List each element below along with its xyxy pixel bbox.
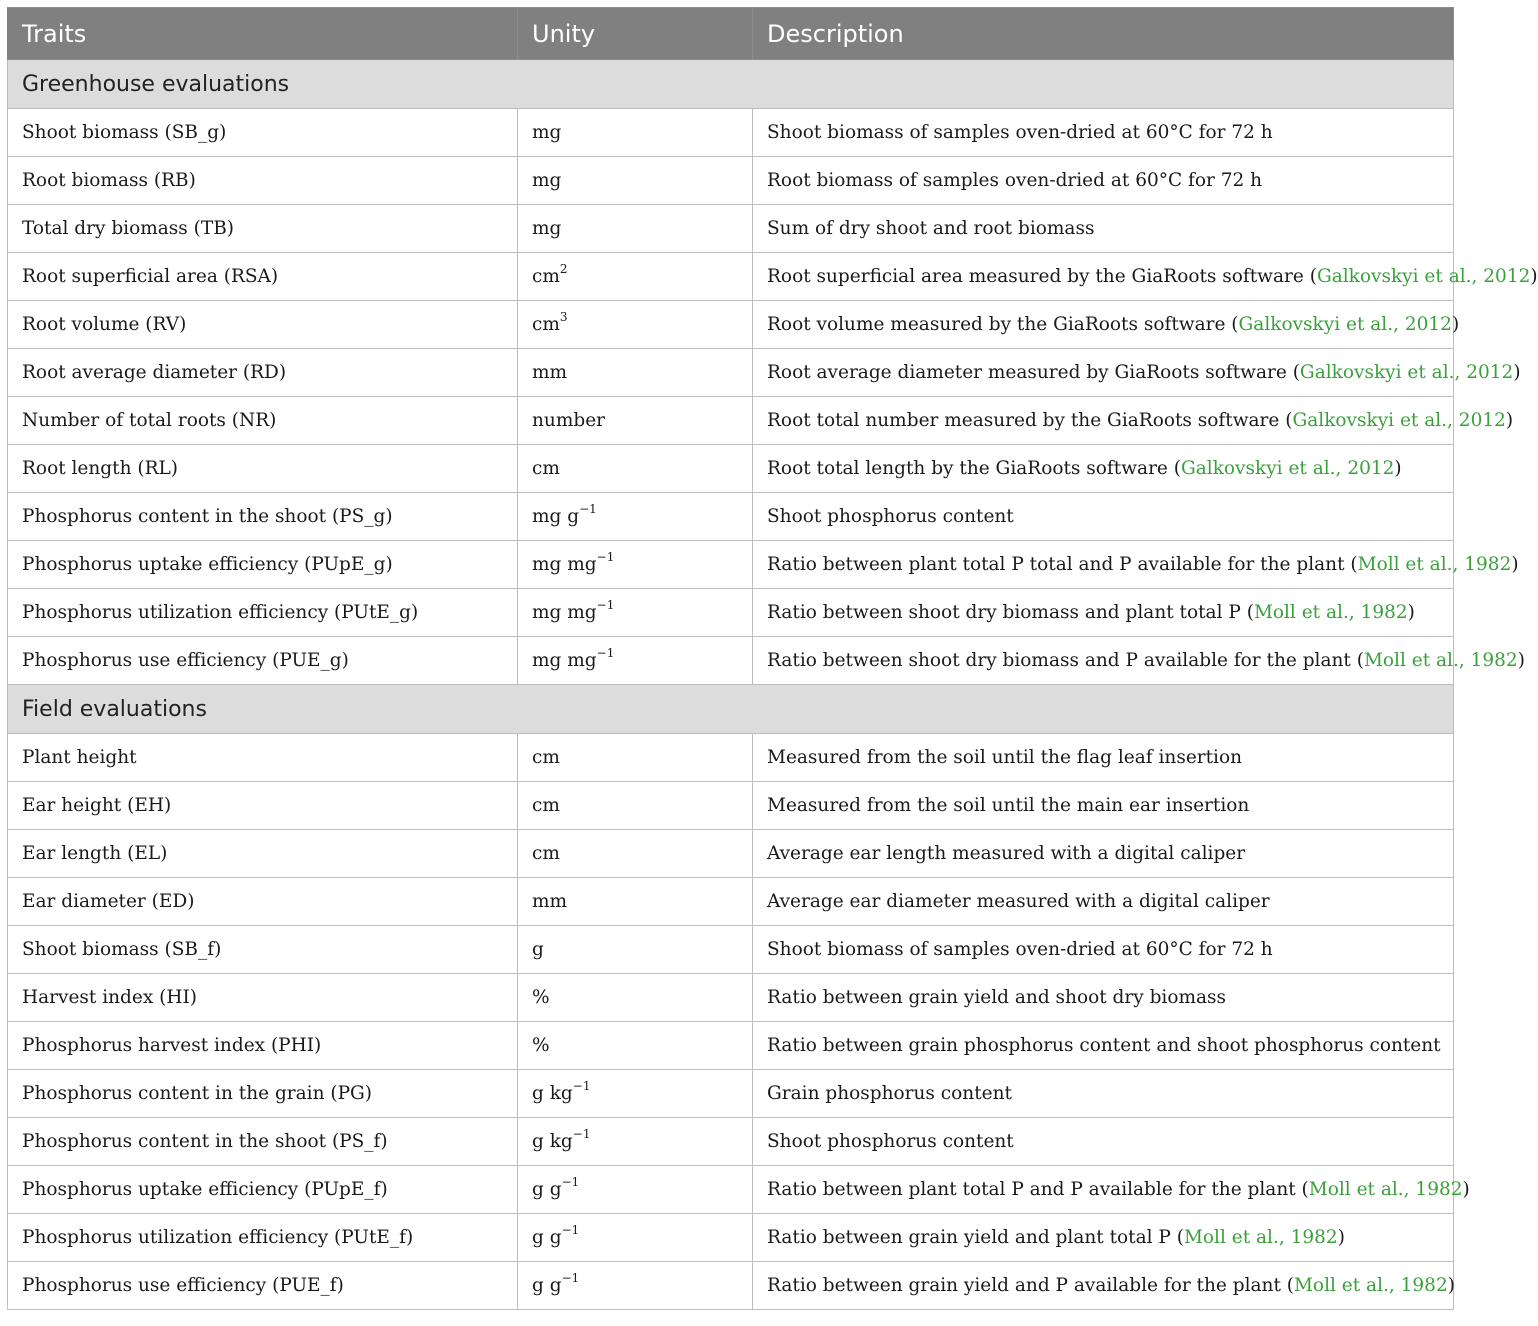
trait-cell: Ear diameter (ED) xyxy=(8,878,518,926)
description-cell: Ratio between shoot dry biomass and P available for the plant (Moll et al., 1982) xyxy=(753,637,1454,685)
traits-table xyxy=(7,7,1538,1310)
unit-exponent: 2 xyxy=(559,261,568,276)
description-cell: Root average diameter measured by GiaRoots software (Galkovskyi et al., 2012) xyxy=(753,349,1454,397)
unit-cell xyxy=(518,734,753,782)
trait-cell: Phosphorus utilization efficiency (PUtE_g) xyxy=(8,589,518,637)
unit-cell xyxy=(518,830,753,878)
unit-text: mg g xyxy=(532,506,580,527)
unit-text: mg mg xyxy=(532,554,597,575)
trait-cell: Total dry biomass (TB) xyxy=(8,205,518,253)
header-row xyxy=(8,8,1454,60)
unit-cell xyxy=(518,974,753,1022)
unit-cell xyxy=(518,541,753,589)
table-row xyxy=(8,782,1454,830)
trait-cell: Plant height xyxy=(8,734,518,782)
unit-exponent: −1 xyxy=(561,1174,580,1189)
description-cell xyxy=(753,830,1454,878)
citation-link[interactable]: Moll et al., 1982 xyxy=(1293,1275,1448,1296)
description-text: Root biomass of samples oven-dried at 60°C for 72 h xyxy=(767,170,1263,191)
description-cell xyxy=(753,157,1454,205)
unit-text: g kg xyxy=(532,1083,573,1104)
unit-cell xyxy=(518,301,753,349)
unit-cell xyxy=(518,1262,753,1310)
trait-cell: Phosphorus use efficiency (PUE_f) xyxy=(8,1262,518,1310)
unit-exponent: −1 xyxy=(572,1126,591,1141)
trait-cell: Ear height (EH) xyxy=(8,782,518,830)
table-header xyxy=(8,8,1454,60)
unit-cell xyxy=(518,782,753,830)
citation-link[interactable]: Moll et al., 1982 xyxy=(1363,650,1518,671)
citation-link[interactable]: Galkovskyi et al., 2012 xyxy=(1316,266,1531,287)
description-text: Ratio between plant total P total and P available for the plant xyxy=(767,554,1345,575)
table-row xyxy=(8,157,1454,205)
description-cell xyxy=(753,205,1454,253)
description-text: Ratio between grain yield and shoot dry biomass xyxy=(767,987,1227,1008)
section-title: Field evaluations xyxy=(8,685,1454,734)
unit-cell xyxy=(518,926,753,974)
description-text: Measured from the soil until the main ear insertion xyxy=(767,795,1250,816)
trait-cell: Phosphorus content in the shoot (PS_f) xyxy=(8,1118,518,1166)
table-row xyxy=(8,253,1454,301)
table-row xyxy=(8,589,1454,637)
trait-cell: Root superficial area (RSA) xyxy=(8,253,518,301)
unit-text: g g xyxy=(532,1275,562,1296)
unit-cell xyxy=(518,1022,753,1070)
unit-text: mg xyxy=(532,218,562,239)
unit-cell xyxy=(518,349,753,397)
table-row xyxy=(8,734,1454,782)
description-text: Root total number measured by the GiaRoots software xyxy=(767,410,1280,431)
table-row xyxy=(8,541,1454,589)
table-row xyxy=(8,301,1454,349)
description-text: Average ear diameter measured with a digital caliper xyxy=(767,891,1270,912)
unit-cell xyxy=(518,157,753,205)
unit-text: mg xyxy=(532,170,562,191)
table-row xyxy=(8,1262,1454,1310)
unit-exponent: −1 xyxy=(596,597,615,612)
description-cell xyxy=(753,782,1454,830)
table-row xyxy=(8,445,1454,493)
unit-cell xyxy=(518,1214,753,1262)
trait-cell: Phosphorus content in the grain (PG) xyxy=(8,1070,518,1118)
unit-text: g kg xyxy=(532,1131,573,1152)
unit-text: g g xyxy=(532,1179,562,1200)
unit-exponent: −1 xyxy=(572,1078,591,1093)
table-row xyxy=(8,1214,1454,1262)
header-unity: Unity xyxy=(518,8,753,60)
unit-exponent: −1 xyxy=(579,501,597,516)
description-text: Root superficial area measured by the GiaRoots software xyxy=(767,266,1304,287)
unit-text: % xyxy=(532,1035,550,1056)
unit-text: cm xyxy=(532,747,560,768)
trait-cell: Shoot biomass (SB_g) xyxy=(8,109,518,157)
description-text: Ratio between shoot dry biomass and plant total P xyxy=(767,602,1241,623)
description-cell xyxy=(753,734,1454,782)
trait-cell: Phosphorus utilization efficiency (PUtE_f) xyxy=(8,1214,518,1262)
table-row xyxy=(8,1070,1454,1118)
section-row xyxy=(8,685,1454,734)
trait-cell: Number of total roots (NR) xyxy=(8,397,518,445)
unit-text: cm xyxy=(532,795,560,816)
trait-cell: Harvest index (HI) xyxy=(8,974,518,1022)
description-cell: Ratio between grain yield and plant total P (Moll et al., 1982) xyxy=(753,1214,1454,1262)
unit-cell xyxy=(518,493,753,541)
citation-link[interactable]: Galkovskyi et al., 2012 xyxy=(1299,362,1514,383)
unit-text: mm xyxy=(532,891,568,912)
unit-exponent: −1 xyxy=(596,645,615,660)
section-row xyxy=(8,60,1454,109)
description-text: Ratio between grain phosphorus content and shoot phosphorus content xyxy=(767,1035,1441,1056)
description-text: Grain phosphorus content xyxy=(767,1083,1012,1104)
unit-text: g xyxy=(532,939,544,960)
citation-link[interactable]: Moll et al., 1982 xyxy=(1308,1179,1463,1200)
unit-exponent: −1 xyxy=(561,1222,580,1237)
unit-cell xyxy=(518,253,753,301)
description-text: Shoot phosphorus content xyxy=(767,506,1014,527)
unit-text: g g xyxy=(532,1227,562,1248)
table-row xyxy=(8,109,1454,157)
description-text: Shoot phosphorus content xyxy=(767,1131,1014,1152)
unit-text: % xyxy=(532,987,550,1008)
table-row xyxy=(8,205,1454,253)
description-cell: Root volume measured by the GiaRoots software (Galkovskyi et al., 2012) xyxy=(753,301,1454,349)
trait-cell: Root average diameter (RD) xyxy=(8,349,518,397)
table-row xyxy=(8,830,1454,878)
unit-cell xyxy=(518,1166,753,1214)
description-cell xyxy=(753,493,1454,541)
citation-link[interactable]: Moll et al., 1982 xyxy=(1253,602,1408,623)
unit-cell xyxy=(518,637,753,685)
trait-cell: Root volume (RV) xyxy=(8,301,518,349)
description-cell xyxy=(753,878,1454,926)
traits-table-container xyxy=(7,7,1538,1310)
trait-cell: Shoot biomass (SB_f) xyxy=(8,926,518,974)
description-text: Ratio between plant total P and P available for the plant xyxy=(767,1179,1296,1200)
table-row xyxy=(8,493,1454,541)
header-traits: Traits xyxy=(8,8,518,60)
description-text: Ratio between grain yield and plant total P xyxy=(767,1227,1171,1248)
description-text: Sum of dry shoot and root biomass xyxy=(767,218,1095,239)
unit-text: cm xyxy=(532,843,560,864)
description-cell: Ratio between plant total P total and P available for the plant (Moll et al., 1982) xyxy=(753,541,1454,589)
unit-text: mg mg xyxy=(532,602,597,623)
description-cell: Root total length by the GiaRoots software (Galkovskyi et al., 2012) xyxy=(753,445,1454,493)
description-cell: Root superficial area measured by the GiaRoots software (Galkovskyi et al., 2012) xyxy=(753,253,1454,301)
unit-text: cm xyxy=(532,314,560,335)
description-cell xyxy=(753,1022,1454,1070)
trait-cell: Phosphorus content in the shoot (PS_g) xyxy=(8,493,518,541)
description-cell xyxy=(753,109,1454,157)
trait-cell: Root length (RL) xyxy=(8,445,518,493)
trait-cell: Phosphorus use efficiency (PUE_g) xyxy=(8,637,518,685)
unit-cell xyxy=(518,109,753,157)
unit-text: cm xyxy=(532,266,560,287)
description-text: Shoot biomass of samples oven-dried at 60°C for 72 h xyxy=(767,939,1273,960)
trait-cell: Phosphorus harvest index (PHI) xyxy=(8,1022,518,1070)
header-description: Description xyxy=(753,8,1454,60)
citation-link[interactable]: Moll et al., 1982 xyxy=(1183,1227,1338,1248)
trait-cell: Phosphorus uptake efficiency (PUpE_g) xyxy=(8,541,518,589)
unit-cell xyxy=(518,1118,753,1166)
table-row xyxy=(8,349,1454,397)
unit-cell xyxy=(518,205,753,253)
description-text: Ratio between grain yield and P available for the plant xyxy=(767,1275,1281,1296)
trait-cell: Root biomass (RB) xyxy=(8,157,518,205)
description-text: Average ear length measured with a digital caliper xyxy=(767,843,1246,864)
description-text: Measured from the soil until the flag leaf insertion xyxy=(767,747,1243,768)
unit-text: cm xyxy=(532,458,560,479)
table-row xyxy=(8,1166,1454,1214)
description-cell: Ratio between plant total P and P available for the plant (Moll et al., 1982) xyxy=(753,1166,1454,1214)
description-text: Root volume measured by the GiaRoots software xyxy=(767,314,1226,335)
description-text: Root total length by the GiaRoots software xyxy=(767,458,1168,479)
description-cell: Ratio between shoot dry biomass and plant total P (Moll et al., 1982) xyxy=(753,589,1454,637)
table-row xyxy=(8,926,1454,974)
unit-cell xyxy=(518,878,753,926)
unit-cell xyxy=(518,1070,753,1118)
unit-cell xyxy=(518,445,753,493)
table-row xyxy=(8,1022,1454,1070)
description-cell: Ratio between grain yield and P available for the plant (Moll et al., 1982) xyxy=(753,1262,1454,1310)
unit-cell xyxy=(518,589,753,637)
unit-exponent: −1 xyxy=(596,549,615,564)
description-cell xyxy=(753,974,1454,1022)
table-row xyxy=(8,637,1454,685)
description-cell xyxy=(753,1070,1454,1118)
citation-link[interactable]: Galkovskyi et al., 2012 xyxy=(1238,314,1452,335)
trait-cell: Ear length (EL) xyxy=(8,830,518,878)
description-cell xyxy=(753,1118,1454,1166)
unit-cell xyxy=(518,397,753,445)
description-cell: Root total number measured by the GiaRoots software (Galkovskyi et al., 2012) xyxy=(753,397,1454,445)
citation-link[interactable]: Moll et al., 1982 xyxy=(1357,554,1512,575)
table-row xyxy=(8,974,1454,1022)
unit-text: number xyxy=(532,410,606,431)
table-body xyxy=(8,60,1538,1310)
description-text: Root average diameter measured by GiaRoots software xyxy=(767,362,1287,383)
citation-link[interactable]: Galkovskyi et al., 2012 xyxy=(1180,458,1395,479)
unit-text: mg mg xyxy=(532,650,597,671)
unit-text: mg xyxy=(532,122,562,143)
description-text: Shoot biomass of samples oven-dried at 60°C for 72 h xyxy=(767,122,1273,143)
description-text: Ratio between shoot dry biomass and P available for the plant xyxy=(767,650,1351,671)
table-row xyxy=(8,1118,1454,1166)
table-row xyxy=(8,397,1454,445)
section-title: Greenhouse evaluations xyxy=(8,60,1454,109)
unit-text: mm xyxy=(532,362,568,383)
unit-exponent: −1 xyxy=(561,1270,580,1285)
trait-cell: Phosphorus uptake efficiency (PUpE_f) xyxy=(8,1166,518,1214)
unit-exponent: 3 xyxy=(559,309,568,324)
table-row xyxy=(8,878,1454,926)
description-cell xyxy=(753,926,1454,974)
citation-link[interactable]: Galkovskyi et al., 2012 xyxy=(1292,410,1506,431)
